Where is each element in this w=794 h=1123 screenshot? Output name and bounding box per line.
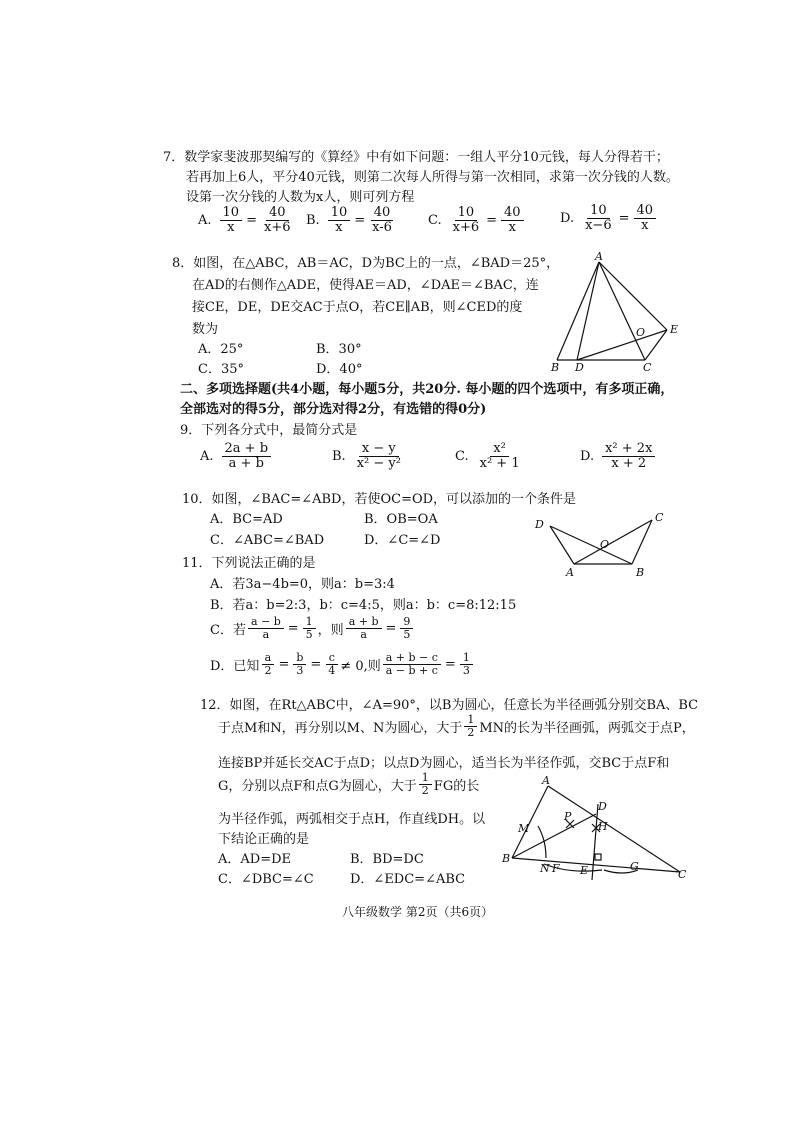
q8-fig-label-c: C — [643, 361, 652, 374]
q12-fig-label-n: N — [540, 862, 550, 875]
q10-option-b[interactable]: B．OB=OA — [364, 512, 438, 527]
q10-fig-label-a: A — [566, 566, 574, 579]
q8-figure — [545, 250, 695, 375]
q12-line5: 为半径作弧，两弧相交于点H，作直线DH。以 — [218, 812, 486, 827]
q9-option-c[interactable]: C. $\frac{\text{x²}}{\text{x² + 1}}$ — [455, 441, 520, 472]
q8-option-b[interactable]: B．30° — [316, 342, 362, 357]
q10-fig-label-o: O — [600, 538, 610, 551]
q7-option-d[interactable]: D. $\frac{10}{x-6}$ = $\frac{40}{x}$ — [560, 204, 658, 234]
q11-option-d[interactable]: D．已知 $\frac{a}{2}$ = $\frac{b}{3}$ = $\frac{c}{4}$ ≠ 0,则 $\frac{a + b - c}{a - b + c}$ = $\frac{1}{3}$ — [210, 652, 475, 677]
q12-figure — [498, 774, 698, 884]
q7-line1: 7．数学家斐波那契编写的《算经》中有如下问题：一组人平分10元钱，每人分得若干； — [163, 150, 669, 165]
section2-heading-line1: 二、多项选择题(共4小题，每小题5分，共20分. 每小题的四个选项中，有多项正确， — [180, 382, 674, 397]
q8-fig-label-b: B — [551, 361, 560, 374]
q12-line3: 连接BP并延长交AC于点D；以点D为圆心，适当长为半径作弧，交BC于点F和 — [218, 756, 670, 771]
q8-line3: 接CE，DE，DE交AC于点O，若CE∥AB，则∠CED的度 — [192, 300, 523, 315]
q8-fig-label-o: O — [636, 326, 646, 339]
q10-stem: 10．如图，∠BAC=∠ABD，若使OC=OD，可以添加的一个条件是 — [182, 492, 577, 507]
q7-option-a[interactable]: A. $\frac{10}{x}$ = $\frac{40}{x+6}$ — [198, 205, 291, 236]
q8-option-d[interactable]: D．40° — [316, 362, 363, 377]
q12-fig-label-f: F — [552, 862, 560, 875]
q8-line2: 在AD的右侧作△ADE，使得AE＝AD，∠DAE＝∠BAC，连 — [192, 278, 539, 293]
q12-line4: G，分别以点F和点G为圆心，大于 $\frac{1}{2}$ FG的长 — [218, 771, 480, 798]
q9-option-a[interactable]: A. $\frac{2a + b}{a + b}$ — [200, 442, 273, 472]
page-footer: 八年级数学 第2页（共6页） — [342, 905, 494, 919]
q9-option-d[interactable]: D. $\frac{\text{x² + 2x}}{x + 2}$ — [580, 442, 657, 472]
q12-fig-label-c: C — [678, 868, 687, 881]
q11-option-c[interactable]: C．若 $\frac{a - b}{a}$ = $\frac{1}{5}$ ，则 $\frac{a + b}{a}$ = $\frac{9}{5}$ — [210, 616, 415, 641]
q10-option-c[interactable]: C．∠ABC=∠BAD — [210, 533, 325, 548]
q12-fig-label-d: D — [598, 800, 607, 813]
section2-heading-line2: 全部选对的得5分，部分选对得2分，有选错的得0分) — [180, 402, 487, 417]
q10-option-d[interactable]: D．∠C=∠D — [364, 533, 441, 548]
q8-line1: 8．如图，在△ABC，AB＝AC，D为BC上的一点，∠BAD＝25°， — [172, 256, 560, 271]
q10-fig-label-b: B — [636, 566, 645, 579]
q11-option-b[interactable]: B．若a：b=2:3，b：c=4:5，则a：b：c=8:12:15 — [210, 598, 517, 613]
q7-line3: 设第一次分钱的人数为x人，则可列方程 — [186, 190, 415, 205]
q12-fig-label-a: A — [542, 774, 550, 787]
q11-stem: 11．下列说法正确的是 — [182, 556, 316, 571]
q12-fig-label-m: M — [518, 822, 530, 835]
q10-fig-label-c: C — [655, 511, 664, 524]
q9-stem: 9．下列各分式中，最简分式是 — [180, 423, 358, 438]
q12-option-b[interactable]: B．BD=DC — [350, 852, 424, 867]
q10-figure — [530, 508, 670, 580]
q8-option-c[interactable]: C．35° — [198, 362, 244, 377]
q7-option-c[interactable]: C. $\frac{10}{x+6}$ = $\frac{40}{x}$ — [428, 206, 526, 236]
q12-option-c[interactable]: C．∠DBC=∠C — [218, 872, 314, 887]
q12-line2: 于点M和N，再分别以M、N为圆心，大于 $\frac{1}{2}$ MN的长为半径画弧，两弧交于点P， — [218, 713, 695, 740]
q9-option-b[interactable]: B. $\frac{x - y}{\text{x² − y²}}$ — [332, 441, 401, 472]
q12-fig-label-g: G — [630, 860, 639, 873]
q8-fig-label-a: A — [595, 250, 603, 263]
q8-fig-label-d: D — [575, 361, 584, 374]
q8-fig-label-e: E — [670, 323, 679, 336]
q12-fig-label-h: H — [598, 820, 608, 833]
q12-fig-label-e: E — [580, 864, 589, 877]
q7-option-b[interactable]: B. $\frac{10}{x}$ = $\frac{40}{x-6}$ — [306, 205, 392, 236]
q12-line6: 下结论正确的是 — [218, 832, 310, 847]
q11-option-a[interactable]: A．若3a−4b=0，则a：b=3:4 — [210, 577, 395, 592]
q12-line1: 12．如图，在Rt△ABC中，∠A=90°，以B为圆心，任意长为半径画弧分别交BA、BC — [200, 698, 699, 713]
q12-fig-label-p: P — [564, 810, 572, 823]
q8-line4: 数为 — [192, 322, 219, 337]
q12-fig-label-b: B — [502, 852, 511, 865]
q8-option-a[interactable]: A．25° — [198, 342, 244, 357]
q12-option-a[interactable]: A．AD=DE — [218, 852, 292, 867]
q10-fig-label-d: D — [535, 518, 544, 531]
q7-line2: 若再加上6人，平分40元钱，则第二次每人所得与第一次相同，求第一次分钱的人数。 — [186, 170, 679, 185]
q12-option-d[interactable]: D．∠EDC=∠ABC — [350, 872, 466, 887]
q10-option-a[interactable]: A．BC=AD — [210, 512, 283, 527]
